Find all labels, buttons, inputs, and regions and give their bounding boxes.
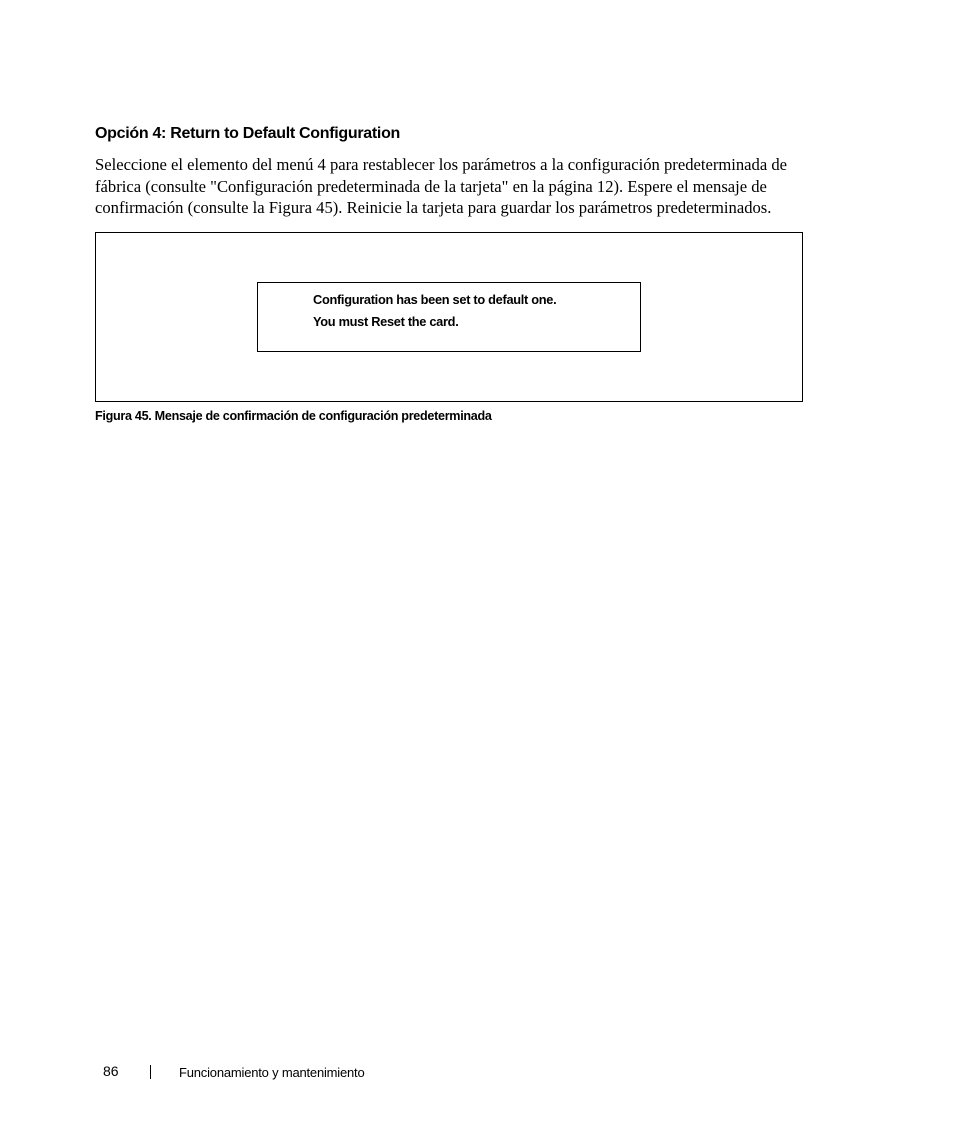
footer-divider [150, 1065, 151, 1079]
paragraph-line: Seleccione el elemento del menú 4 para restablecer los parámetros a la configuración predeterminada de [95, 155, 788, 174]
confirmation-message-line: Configuration has been set to default one. [313, 292, 557, 307]
page-number: 86 [103, 1063, 119, 1079]
paragraph-line: confirmación (consulte la Figura 45). Reinicie la tarjeta para guardar los parámetros predeterminados. [95, 198, 772, 217]
section-heading: Opción 4: Return to Default Configuration [95, 125, 401, 142]
body-paragraph [95, 154, 865, 219]
footer-chapter-title: Funcionamiento y mantenimiento [179, 1065, 365, 1080]
confirmation-message-box [257, 282, 641, 352]
confirmation-message-line: You must Reset the card. [313, 314, 459, 329]
paragraph-line: fábrica (consulte "Configuración predeterminada de la tarjeta" en la página 12). Espere el mensaje de [95, 176, 767, 196]
figure-caption: Figura 45. Mensaje de confirmación de configuración predeterminada [95, 409, 492, 423]
